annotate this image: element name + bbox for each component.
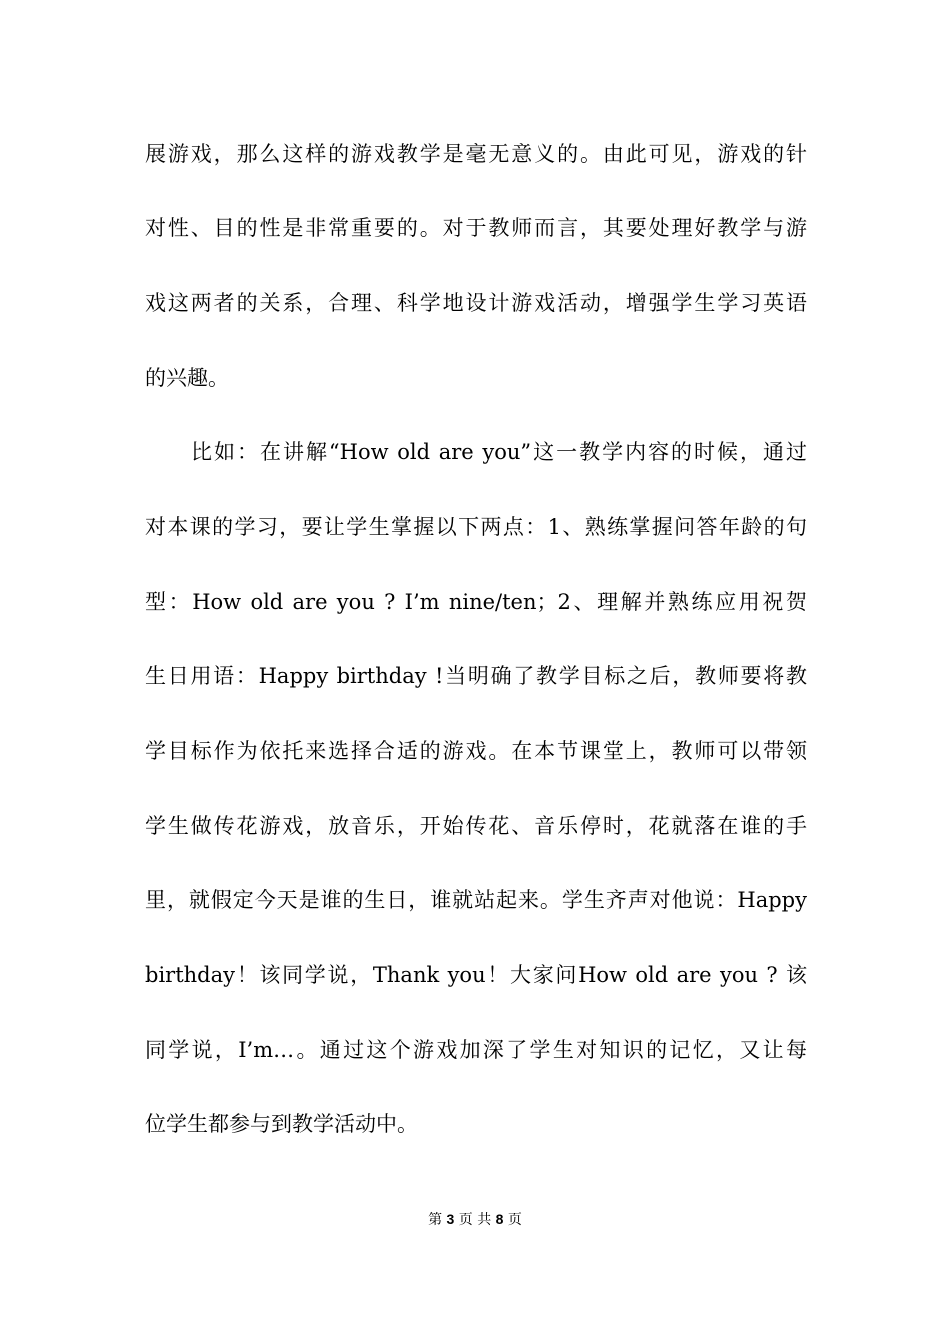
text-line: 学生做传花游戏，放音乐，开始传花、音乐停时，花就落在谁的手: [145, 814, 807, 838]
text-line: 比如：在讲解“How old are you”这一教学内容的时候，通过: [191, 440, 807, 464]
text-line: 对性、目的性是非常重要的。对于教师而言，其要处理好教学与游: [145, 216, 807, 240]
text-line: birthday！该同学说，Thank you！大家问How old are you ? 该: [145, 963, 807, 987]
footer-current-page: 3: [446, 1211, 455, 1227]
footer-total-pages: 8: [495, 1211, 504, 1227]
text-line: 学目标作为依托来选择合适的游戏。在本节课堂上，教师可以带领: [145, 739, 807, 763]
text-line: 的兴趣。: [145, 366, 229, 390]
page-footer: [0, 1209, 950, 1230]
footer-suffix: 页: [507, 1212, 522, 1228]
text-line: 位学生都参与到教学活动中。: [145, 1112, 418, 1136]
text-line: 型：How old are you ? I’m nine/ten；2、理解并熟练应用祝贺: [145, 590, 807, 614]
footer-prefix: 第: [428, 1212, 443, 1228]
footer-mid: 页 共: [458, 1212, 492, 1228]
text-line: 生日用语：Happy birthday !当明确了教学目标之后，教师要将教: [145, 664, 807, 688]
text-line: 对本课的学习，要让学生掌握以下两点：1、熟练掌握问答年龄的句: [145, 515, 807, 539]
text-line: 戏这两者的关系，合理、科学地设计游戏活动，增强学生学习英语: [145, 291, 807, 315]
text-line: 同学说，I’m…。通过这个游戏加深了学生对知识的记忆，又让每: [145, 1038, 807, 1062]
text-line: 展游戏，那么这样的游戏教学是毫无意义的。由此可见，游戏的针: [145, 142, 807, 166]
text-line: 里，就假定今天是谁的生日，谁就站起来。学生齐声对他说：Happy: [145, 888, 807, 912]
